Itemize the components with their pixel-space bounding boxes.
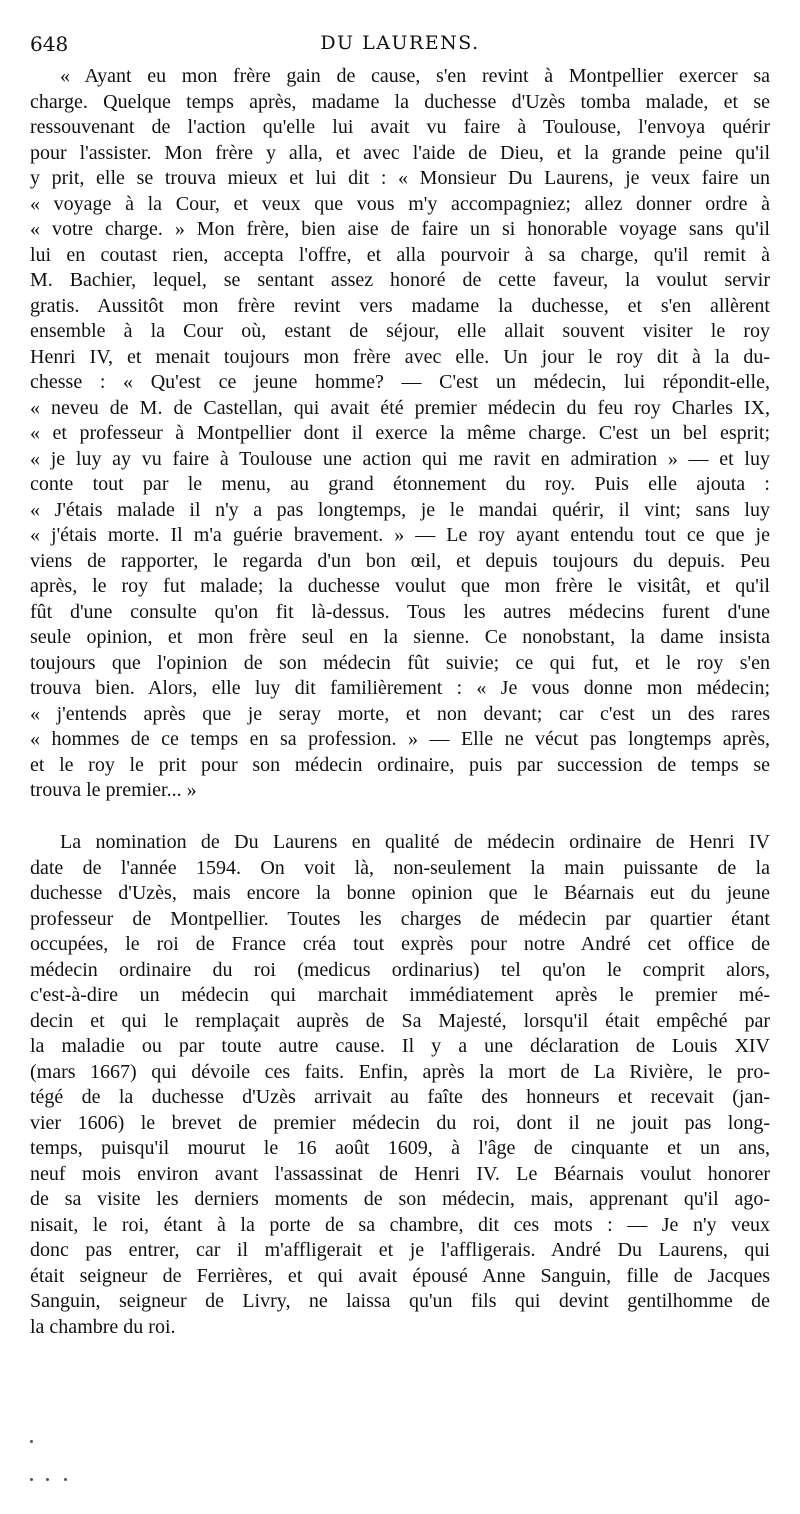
text-line: occupées, le roi de France créa tout exprès pour notre André cet office de xyxy=(30,933,770,955)
text-line: était seigneur de Ferrières, et qui avait épousé Anne Sanguin, fille de Jacques xyxy=(30,1264,770,1287)
text-line: et le roy le prit pour son médecin ordinaire, puis par succession de temps se xyxy=(30,753,770,776)
text-line: toujours que l'opinion de son médecin fût suivie; ce qui fut, et le roy s'en xyxy=(30,651,770,674)
text-line: la chambre du roi. xyxy=(30,1315,176,1338)
running-title: DU LAURENS. xyxy=(320,32,480,54)
text-line: neuf mois environ avant l'assassinat de Henri IV. Le Béarnais voulut honorer xyxy=(30,1162,770,1185)
text-line: médecin ordinaire du roi (medicus ordinarius) tel qu'on le comprit alors, xyxy=(30,958,770,981)
text-line: « j'entends après que je seray morte, et non devant; car c'est un des rares xyxy=(30,702,770,725)
text-line: « J'étais malade il n'y a pas longtemps, je le mandai quérir, il vint; sans luy xyxy=(30,498,770,521)
text-line: conte tout par le menu, au grand étonnement du roy. Puis elle ajouta : xyxy=(30,473,770,495)
text-line: duchesse d'Uzès, mais encore la bonne opinion que le Béarnais eut du jeune xyxy=(30,882,770,904)
text-line: viens de rapporter, le regarda d'un bon œil, et depuis toujours du depuis. Peu xyxy=(30,549,770,572)
text-line: ensemble à la Cour où, estant de séjour, elle allait souvent visiter le roy xyxy=(30,320,770,342)
text-line: fût d'une consulte qu'on fit là-dessus. Tous les autres médecins furent d'une xyxy=(30,600,770,623)
text-line: de sa visite les derniers moments de son médecin, mais, apprenant qu'il ago- xyxy=(30,1188,770,1210)
text-line: professeur de Montpellier. Toutes les charges de médecin par quartier étant xyxy=(30,907,770,930)
text-line: chesse : « Qu'est ce jeune homme? — C'est un médecin, lui répondit-elle, xyxy=(30,371,770,393)
text-line: « hommes de ce temps en sa profession. » — Elle ne vécut pas longtemps après, xyxy=(30,728,770,750)
text-line: c'est-à-dire un médecin qui marchait immédiatement après le premier mé- xyxy=(30,984,770,1006)
quoted-passage xyxy=(30,64,770,804)
text-line: charge. Quelque temps après, madame la duchesse d'Uzès tomba malade, et se xyxy=(30,90,770,113)
text-line: trouva le premier... » xyxy=(30,779,197,801)
text-line: date de l'année 1594. On voit là, non-seulement la main puissante de la xyxy=(30,856,770,879)
text-line: nisait, le roi, étant à la porte de sa chambre, dit ces mots : — Je n'y veux xyxy=(30,1213,770,1236)
text-line: M. Bachier, lequel, se sentant assez honoré de cette faveur, la voulut servir xyxy=(30,269,770,291)
text-line: « j'étais morte. Il m'a guérie bravement. » — Le roy ayant entendu tout ce que je xyxy=(30,524,770,546)
text-line: « votre charge. » Mon frère, bien aise de faire un si honorable voyage sans qu'il xyxy=(30,218,770,240)
text-line: « Ayant eu mon frère gain de cause, s'en revint à Montpellier exercer sa xyxy=(60,65,770,87)
text-line: gratis. Aussitôt mon frère revint vers madame la duchesse, et s'en allèrent xyxy=(30,294,770,317)
text-line: donc pas entrer, car il m'affligerait et je l'affligerais. André Du Laurens, qui xyxy=(30,1239,770,1261)
margin-specks xyxy=(30,1440,90,1510)
text-line: Sanguin, seigneur de Livry, ne laissa qu'un fils qui devint gentilhomme de xyxy=(30,1290,770,1312)
text-line: decin et qui le remplaçait auprès de Sa Majesté, lorsqu'il était empêché par xyxy=(30,1009,770,1032)
text-line: tégé de la duchesse d'Uzès arrivait au faîte des honneurs et recevait (jan- xyxy=(30,1086,770,1108)
text-line: Henri IV, et menait toujours mon frère avec elle. Un jour le roy dit à la du- xyxy=(30,345,770,368)
text-line: la maladie ou par toute autre cause. Il y a une déclaration de Louis XIV xyxy=(30,1035,770,1057)
text-line: La nomination de Du Laurens en qualité de médecin ordinaire de Henri IV xyxy=(60,831,770,853)
text-line: « je luy ay vu faire à Toulouse une action qui me ravit en admiration » — et luy xyxy=(30,447,770,470)
text-line: lui en coutast rien, accepta l'offre, et alla pourvoir à sa charge, qu'il remit à xyxy=(30,243,770,266)
text-line: ressouvenant de l'action qu'elle lui avait vu faire à Toulouse, l'envoya quérir xyxy=(30,116,770,138)
text-line: temps, puisqu'il mourut le 16 août 1609, à l'âge de cinquante et un ans, xyxy=(30,1137,770,1159)
body-paragraph xyxy=(30,830,770,1340)
text-line: « voyage à la Cour, et veux que vous m'y accompagniez; allez donner ordre à xyxy=(30,192,770,215)
text-line: trouva bien. Alors, elle luy dit familièrement : « Je vous donne mon médecin; xyxy=(30,677,770,699)
text-line: seule opinion, et mon frère seul en la sienne. Ce nonobstant, la dame insista xyxy=(30,626,770,648)
text-line: vier 1606) le brevet de premier médecin du roi, dont il ne jouit pas long- xyxy=(30,1111,770,1134)
text-line: « neveu de M. de Castellan, qui avait été premier médecin du feu roy Charles IX, xyxy=(30,396,770,419)
text-line: y prit, elle se trouva mieux et lui dit : « Monsieur Du Laurens, je veux faire un xyxy=(30,167,770,189)
text-line: après, le roy fut malade; la duchesse voulut que mon frère le visitât, et qu'il xyxy=(30,575,770,597)
text-line: pour l'assister. Mon frère y alla, et avec l'aide de Dieu, et la grande peine qu'il xyxy=(30,141,770,164)
text-line: (mars 1667) qui dévoile ces faits. Enfin, après la mort de La Rivière, le pro- xyxy=(30,1060,770,1083)
page-number: 648 xyxy=(30,32,69,56)
text-line: « et professeur à Montpellier dont il exerce la même charge. C'est un bel esprit; xyxy=(30,422,770,444)
